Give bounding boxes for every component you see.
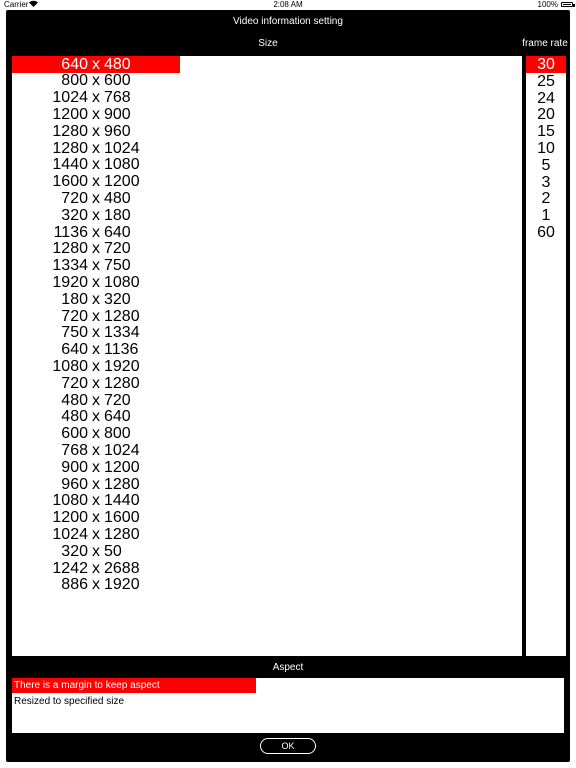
size-separator: x [92,273,100,291]
size-option[interactable] [12,375,180,392]
size-width: 1280 [52,122,88,140]
size-option[interactable] [12,90,180,107]
size-height: 720 [104,240,131,258]
size-separator: x [92,492,100,510]
size-header: Size [258,38,278,49]
size-option[interactable] [12,308,180,325]
size-width: 720 [61,307,88,325]
size-width: 320 [61,206,88,224]
size-height: 1024 [104,441,140,459]
size-separator: x [92,408,100,426]
size-height: 1334 [104,324,140,342]
size-separator: x [92,458,100,476]
size-separator: x [92,425,100,443]
size-height: 1280 [104,525,140,543]
frame-rate-picker[interactable] [526,56,566,656]
size-option[interactable] [12,73,180,90]
size-height: 1200 [104,173,140,191]
frame-rate-option[interactable]: 3 [541,173,551,191]
size-separator: x [92,475,100,493]
size-option[interactable] [12,140,180,157]
size-width: 640 [61,341,88,359]
size-separator: x [92,122,100,140]
size-height: 1920 [104,357,140,375]
size-width: 1242 [52,559,88,577]
size-width: 320 [61,542,88,560]
frame-rate-option[interactable]: 5 [541,156,551,174]
size-width: 750 [61,324,88,342]
size-height: 1200 [104,458,140,476]
frame-rate-option[interactable]: 2 [541,190,551,208]
size-height: 1280 [104,374,140,392]
size-height: 1280 [104,475,140,493]
size-separator: x [92,374,100,392]
size-option[interactable] [12,224,180,241]
size-height: 320 [104,290,131,308]
size-option[interactable] [12,174,180,191]
size-height: 640 [104,223,131,241]
size-height: 640 [104,408,131,426]
page-title: Video information setting [233,16,343,27]
size-width: 1080 [52,492,88,510]
size-separator: x [92,56,100,73]
size-height: 1440 [104,492,140,510]
size-option[interactable] [12,476,180,493]
size-separator: x [92,341,100,359]
size-separator: x [92,139,100,157]
size-width: 1200 [52,105,88,123]
aspect-picker[interactable] [12,678,564,733]
size-option[interactable] [12,258,180,275]
aspect-header: Aspect [272,662,304,673]
size-picker[interactable] [12,56,522,656]
aspect-option[interactable]: There is a margin to keep aspect [12,678,256,693]
frame-rate-option[interactable]: 30 [526,56,566,73]
size-width: 1080 [52,357,88,375]
size-separator: x [92,206,100,224]
frame-rate-option[interactable]: 10 [537,140,555,157]
size-width: 1920 [52,273,88,291]
size-height: 768 [104,89,131,107]
size-separator: x [92,391,100,409]
size-separator: x [92,290,100,308]
size-width: 1136 [53,223,88,241]
size-height: 1280 [104,307,140,325]
frame-rate-option[interactable]: 15 [537,123,555,141]
size-width: 1200 [52,509,88,527]
size-width: 960 [61,475,88,493]
size-height: 50 [104,542,122,560]
size-height: 720 [104,391,131,409]
size-separator: x [92,441,100,459]
size-option[interactable] [12,241,180,258]
size-separator: x [92,223,100,241]
size-height: 900 [104,105,131,123]
frame-rate-option[interactable]: 25 [537,72,555,90]
size-width: 180 [61,290,88,308]
settings-panel [6,10,570,762]
size-height: 1136 [104,341,139,359]
size-height: 480 [104,189,131,207]
size-separator: x [92,307,100,325]
size-option[interactable] [12,510,180,527]
size-height: 1080 [104,273,140,291]
size-option[interactable] [12,409,180,426]
frame-rate-option[interactable]: 20 [537,106,555,124]
size-option[interactable] [12,325,180,342]
size-option[interactable] [12,123,180,140]
frame-rate-option[interactable]: 24 [537,89,555,107]
size-option[interactable] [12,543,180,560]
size-width: 1440 [52,156,88,174]
size-height: 600 [104,72,131,90]
size-height: 1920 [104,576,140,594]
aspect-option[interactable]: Resized to specified size [14,696,125,707]
size-width: 800 [61,72,88,90]
ok-button[interactable]: OK [260,738,316,754]
size-separator: x [92,357,100,375]
size-separator: x [92,72,100,90]
size-option[interactable] [12,560,180,577]
size-separator: x [92,89,100,107]
size-option[interactable] [12,493,180,510]
carrier-label: Carrier [4,0,29,9]
size-option[interactable] [12,459,180,476]
size-option[interactable] [12,392,180,409]
frame-rate-option[interactable]: 60 [537,224,555,241]
size-option[interactable] [12,106,180,123]
size-width: 480 [61,391,88,409]
status-bar [0,0,576,10]
battery-percentage: 100% [537,0,558,9]
size-width: 1280 [52,240,88,258]
size-height: 480 [104,56,131,73]
battery-tip [573,4,575,7]
size-option[interactable] [12,190,180,207]
size-separator: x [92,559,100,577]
size-option[interactable] [12,426,180,443]
size-option[interactable] [12,157,180,174]
status-time: 2:08 AM [273,0,303,9]
size-separator: x [92,525,100,543]
size-option[interactable] [12,526,180,543]
frame-rate-header: frame rate [522,38,568,49]
size-option[interactable] [12,56,180,73]
size-option[interactable] [12,274,180,291]
size-separator: x [92,240,100,258]
size-width: 886 [61,576,88,594]
size-width: 1024 [52,89,88,107]
size-separator: x [92,542,100,560]
size-height: 180 [104,206,131,224]
size-width: 900 [61,458,88,476]
size-option[interactable] [12,291,180,308]
size-separator: x [92,156,100,174]
size-height: 2688 [104,559,140,577]
size-width: 600 [61,425,88,443]
size-option[interactable] [12,442,180,459]
size-separator: x [92,189,100,207]
size-width: 768 [61,441,88,459]
size-option[interactable] [12,342,180,359]
size-height: 1080 [104,156,140,174]
size-option[interactable] [12,358,180,375]
size-separator: x [92,324,100,342]
size-height: 960 [104,122,131,140]
size-separator: x [92,257,100,275]
size-width: 1600 [52,173,88,191]
battery-icon [561,2,573,7]
size-option[interactable] [12,577,180,594]
size-separator: x [92,576,100,594]
size-width: 1280 [52,139,88,157]
size-option[interactable] [12,207,180,224]
size-separator: x [92,509,100,527]
size-width: 480 [61,408,88,426]
size-height: 1024 [104,139,140,157]
size-separator: x [92,105,100,123]
size-width: 1334 [52,257,88,275]
size-height: 800 [104,425,131,443]
frame-rate-option[interactable]: 1 [541,207,551,225]
size-width: 1024 [52,525,88,543]
size-separator: x [92,173,100,191]
size-height: 750 [104,257,131,275]
size-width: 640 [61,56,88,73]
size-width: 720 [61,189,88,207]
size-height: 1600 [104,509,140,527]
size-width: 720 [61,374,88,392]
